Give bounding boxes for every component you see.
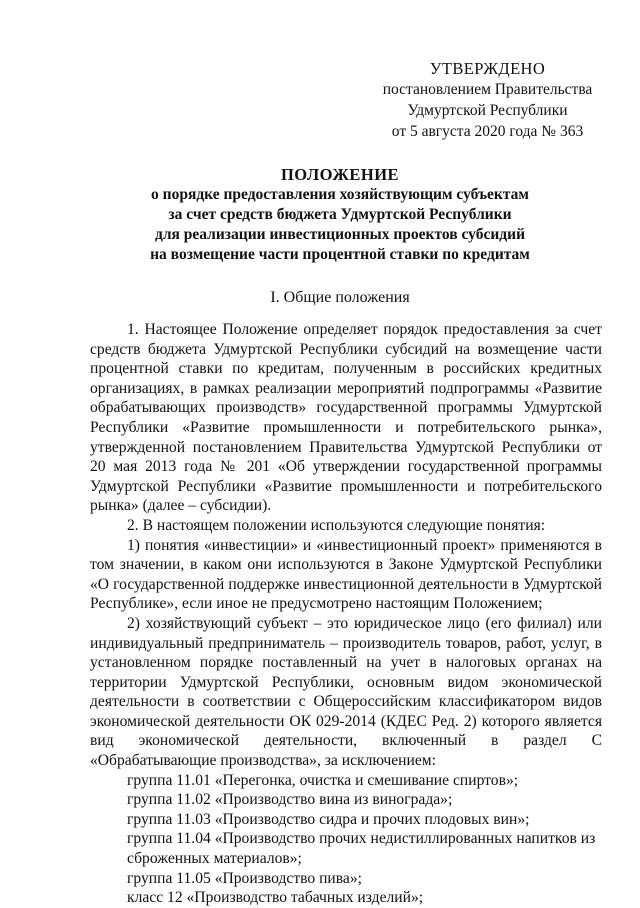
paragraph: 2) хозяйствующий субъект – это юридическое лицо (его филиал) или индивидуальный предприниматель – производитель товаров, работ, услуг, в установленном порядке поставленный на учет в налоговых органах на территории Удмуртской Республики, основным видом экономической деятельности в соответствии с Общероссийским классификатором видов экономической деятельности ОК 029-2014 (КДЕС Ред. 2) которого является вид экономической деятельности, включенный в раздел С «Обрабатывающие производства», за исключением: bbox=[90, 614, 602, 770]
title-line: для реализации инвестиционных проектов субсидий bbox=[155, 226, 525, 243]
title-line: о порядке предоставления хозяйствующим субъектам bbox=[151, 186, 529, 203]
exclusion-item: класс 12 «Производство табачных изделий»; bbox=[127, 889, 424, 907]
exclusion-item: группа 11.04 «Производство прочих недистиллированных напитков из сброженных материалов»; bbox=[127, 830, 596, 868]
approval-line: Удмуртской Республики bbox=[407, 102, 568, 119]
paragraph: 1) понятия «инвестиции» и «инвестиционный проект» применяются в том значении, в каком они используются в Законе Удмуртской Республики «О государственной поддержке инвестиционной деятельности в Удмуртской Республике», если иное не предусмотрено настоящим Положением; bbox=[90, 536, 602, 613]
title-line: за счет средств бюджета Удмуртской Республики bbox=[168, 206, 512, 223]
exclusion-item: группа 11.03 «Производство сидра и прочих плодовых вин»; bbox=[127, 810, 530, 828]
exclusion-item: группа 11.05 «Производство пива»; bbox=[127, 869, 362, 887]
paragraph: 1. Настоящее Положение определяет порядок предоставления за счет средств бюджета Удмуртской Республики субсидий на возмещение части процентной ставки по кредитам, полученным в российских кредитных организациях, в рамках реализации мероприятий подпрограммы «Развитие обрабатывающих производств» государственной программы Удмуртской Республики «Развитие промышленности и потребительского рынка», утвержденной постановлением Правительства Удмуртской Республики от 20 мая 2013 года № 201 «Об утверждении государственной программы Удмуртской Республики «Развитие промышленности и потребительского рынка» (далее – субсидии). bbox=[90, 321, 602, 515]
section-heading: I. Общие положения bbox=[270, 289, 410, 306]
approval-stamp bbox=[365, 58, 610, 142]
exclusion-item: группа 11.02 «Производство вина из винограда»; bbox=[127, 791, 453, 809]
approval-line: постановлением Правительства bbox=[382, 81, 593, 98]
approval-heading: УТВЕРЖДЕНО bbox=[429, 59, 546, 78]
document-title bbox=[60, 165, 620, 265]
approval-line: от 5 августа 2020 года № 363 bbox=[391, 123, 584, 140]
exclusion-item: группа 11.01 «Перегонка, очистка и смешивание спиртов»; bbox=[127, 771, 519, 789]
title-line: на возмещение части процентной ставки по кредитам bbox=[150, 246, 530, 263]
title-main: ПОЛОЖЕНИЕ bbox=[280, 165, 400, 184]
document-body bbox=[90, 320, 602, 908]
paragraph: 2. В настоящем положении используются следующие понятия: bbox=[127, 516, 546, 534]
